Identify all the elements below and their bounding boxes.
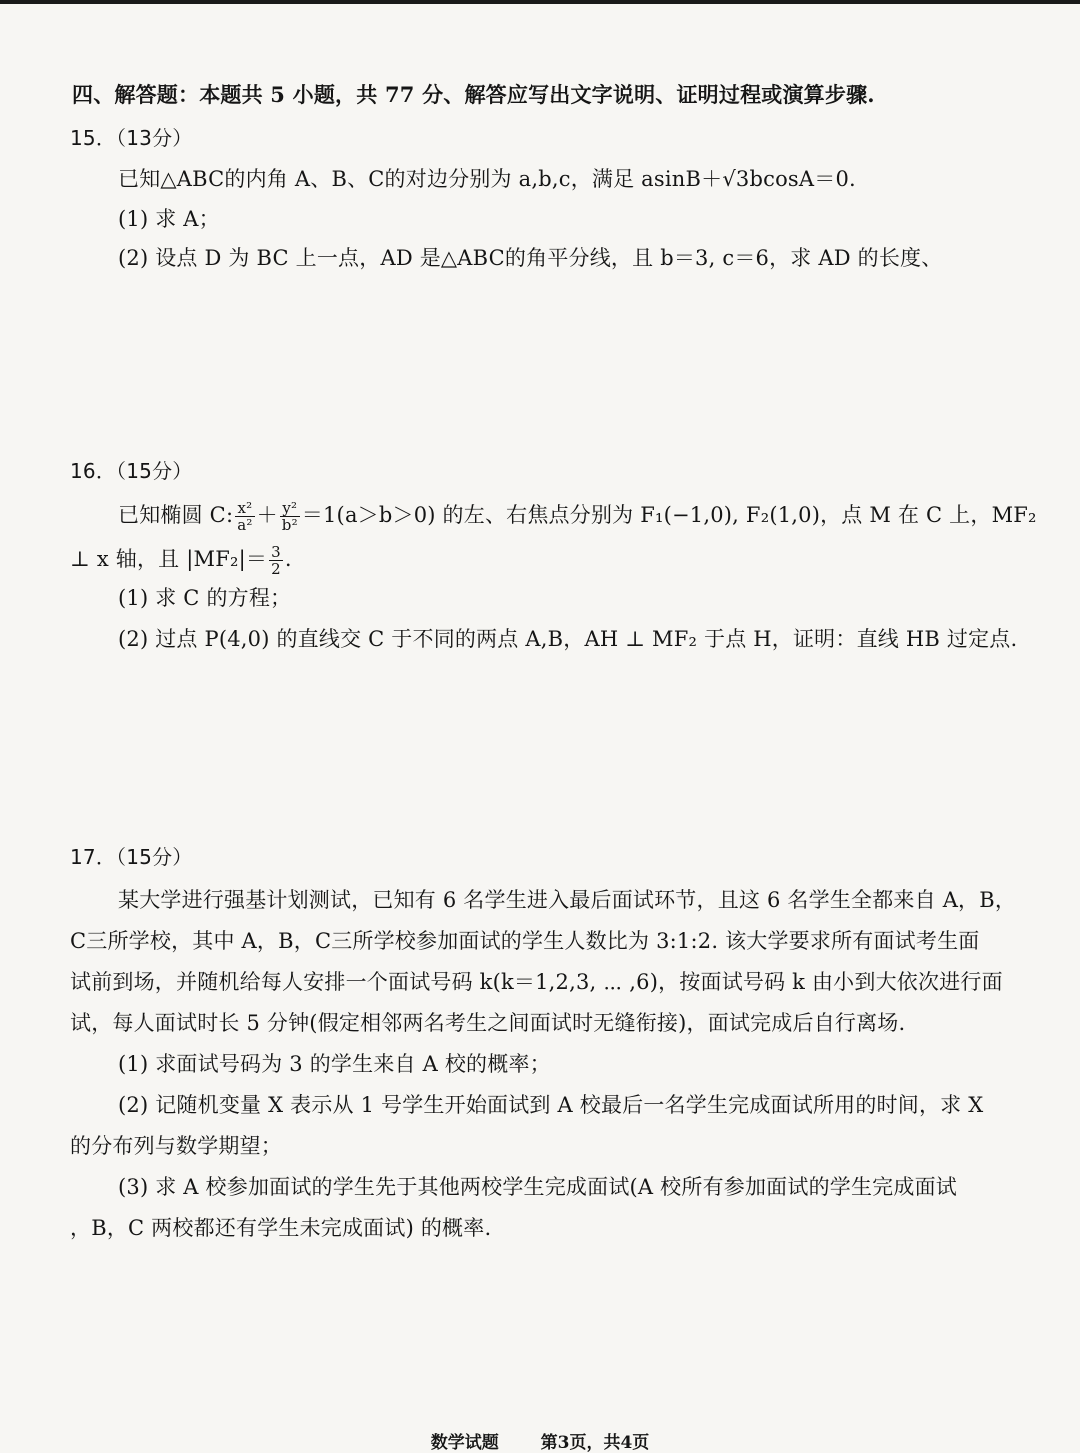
fraction-numerator: y² <box>280 500 300 517</box>
q15-heading: 15．（13分） <box>70 126 193 150</box>
fraction-denominator: b² <box>281 516 298 534</box>
q17-part2-line1: (2) 记随机变量 X 表示从 1 号学生开始面试到 A 校最后一名学生完成面试所用的时间，求 X <box>118 1093 984 1117</box>
q17-part2-line2: 的分布列与数学期望； <box>70 1134 282 1158</box>
q15-part2: (2) 设点 D 为 BC 上一点，AD 是△ABC的角平分线，且 b＝3, c＝6，求 AD 的长度、 <box>118 246 943 270</box>
q16-stem-d: . <box>284 547 292 571</box>
q17-heading: 17．（15分） <box>70 845 193 869</box>
fraction-3-2 <box>269 544 283 577</box>
q16-stem-a: 已知椭圆 C: <box>118 503 234 527</box>
q16-part1: (1) 求 C 的方程； <box>118 586 292 610</box>
fraction-y2-b2 <box>280 500 300 533</box>
top-border-line <box>0 0 1080 4</box>
fraction-denominator: a² <box>237 516 253 534</box>
q15-stem: 已知△ABC的内角 A、B、C的对边分别为 a,b,c，满足 asinB＋√3bcosA＝0. <box>118 167 856 191</box>
q17-part3-line2: ，B，C 两校都还有学生未完成面试) 的概率. <box>70 1216 492 1240</box>
fraction-numerator: x² <box>235 500 254 517</box>
q17-text-line3: 试前到场，并随机给每人安排一个面试号码 k(k＝1,2,3, ⋯ ,6)，按面试号码 k 由小到大依次进行面 <box>70 970 1003 994</box>
q17-text-line1: 某大学进行强基计划测试，已知有 6 名学生进入最后面试环节，且这 6 名学生全都来自 A，B， <box>118 888 1017 912</box>
footer-page-number: 第3页，共4页 <box>540 1433 650 1453</box>
q16-heading: 16．（15分） <box>70 459 193 483</box>
q16-stem-line2 <box>70 544 292 577</box>
fraction-x2-a2 <box>235 500 254 533</box>
plus-sign: ＋ <box>256 503 278 527</box>
q17-text-line2: C三所学校，其中 A，B，C三所学校参加面试的学生人数比为 3:1:2. 该大学要求所有面试考生面 <box>70 929 980 953</box>
q17-part3-line1: (3) 求 A 校参加面试的学生先于其他两校学生完成面试(A 校所有参加面试的学生完成面试 <box>118 1175 957 1199</box>
q16-part2: (2) 过点 P(4,0) 的直线交 C 于不同的两点 A,B，AH ⊥ MF₂ 于点 H，证明：直线 HB 过定点. <box>118 627 1018 651</box>
footer-subject: 数学试题 <box>430 1433 499 1453</box>
fraction-numerator: 3 <box>271 543 281 561</box>
q17-part1: (1) 求面试号码为 3 的学生来自 A 校的概率； <box>118 1052 551 1076</box>
q17-text-line4: 试，每人面试时长 5 分钟(假定相邻两名考生之间面试时无缝衔接)，面试完成后自行离场. <box>70 1011 906 1035</box>
q15-part1: (1) 求 A； <box>118 207 220 231</box>
q16-stem-b: ＝1(a＞b＞0) 的左、右焦点分别为 F₁(−1,0), F₂(1,0)，点 M 在 C 上，MF₂ <box>301 503 1037 527</box>
page-footer <box>0 1428 1080 1453</box>
q16-stem-line1 <box>118 500 1037 533</box>
q16-stem-c: ⊥ x 轴，且 |MF₂|＝ <box>70 547 268 571</box>
section-heading: 四、解答题：本题共 5 小题，共 77 分、解答应写出文字说明、证明过程或演算步骤. <box>72 82 875 107</box>
fraction-denominator: 2 <box>271 560 281 578</box>
